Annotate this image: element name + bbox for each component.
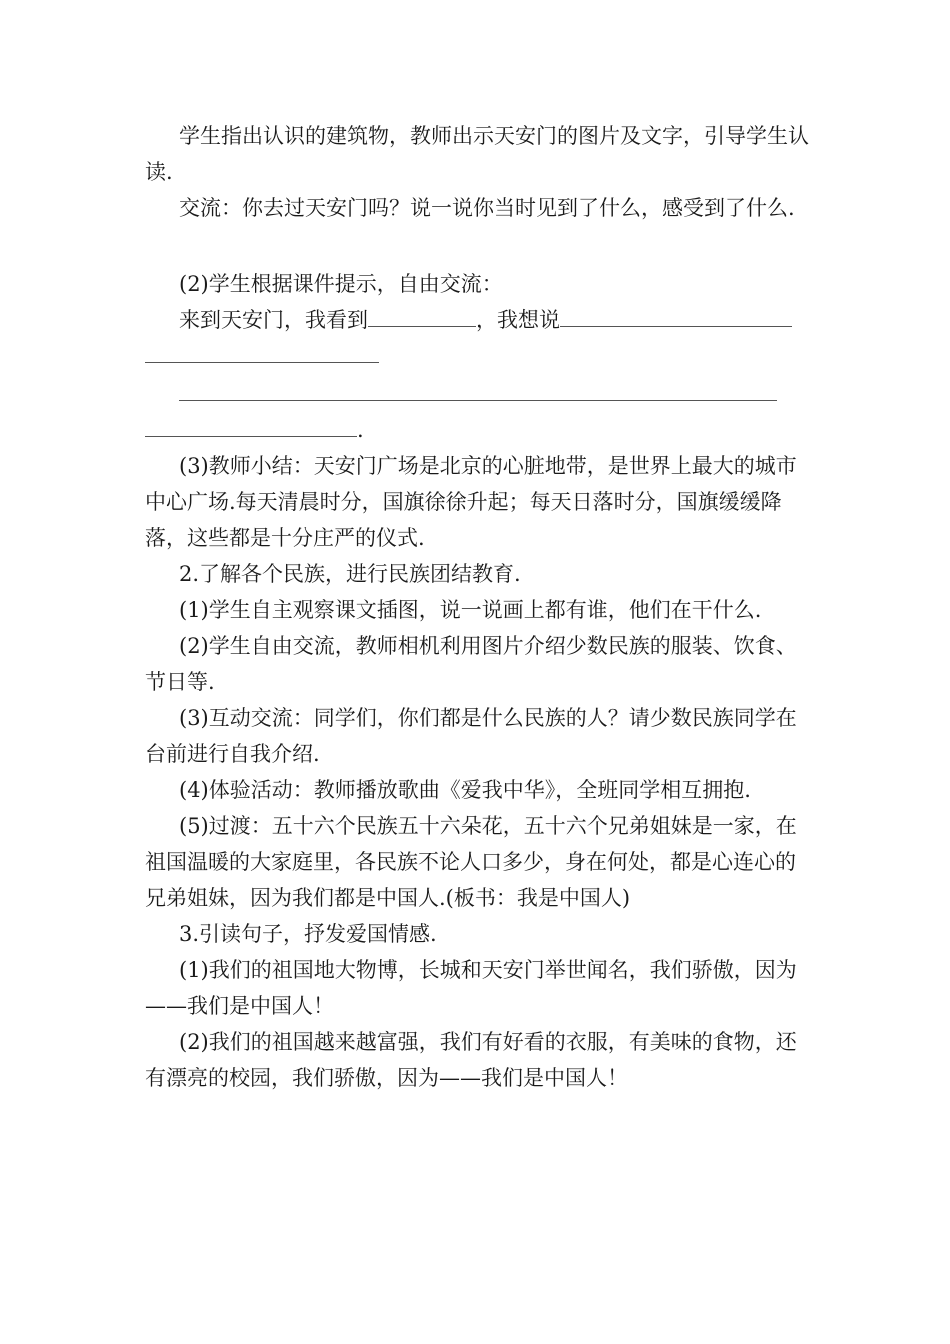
paragraph-teacher-summary: (3)教师小结：天安门广场是北京的心脏地带，是世界上最大的城市中心广场.每天清晨时分，国旗徐徐升起；每天日落时分，国旗缓缓降落，这些都是十分庄严的仪式. [145, 454, 797, 550]
exercise-line-3 [145, 376, 810, 412]
spacer [145, 226, 810, 266]
paragraph-guided-reading-1: (1)我们的祖国地大物博，长城和天安门举世闻名，我们骄傲，因为——我们是中国人！ [145, 958, 797, 1018]
answer-blank-say[interactable] [560, 306, 792, 327]
exercise-end-mark: . [357, 418, 364, 442]
answer-blank-see[interactable] [368, 306, 476, 327]
exercise-prefix: 来到天安门，我看到 [179, 308, 368, 332]
answer-blank-say-line-3[interactable] [145, 416, 357, 437]
paragraph-free-exchange: (2)学生自由交流，教师相机利用图片介绍少数民族的服装、饮食、节日等. [145, 634, 797, 694]
exercise-intro: (2)学生根据课件提示，自由交流： [179, 272, 503, 296]
exercise-line-4 [145, 412, 810, 448]
paragraph-building-intro: 学生指出认识的建筑物，教师出示天安门的图片及文字，引导学生认读. [145, 124, 809, 184]
exercise-line-2 [145, 338, 810, 374]
answer-blank-say-line-2[interactable] [179, 380, 777, 401]
exercise-line-1 [145, 302, 810, 338]
paragraph-discussion: 交流：你去过天安门吗？说一说你当时见到了什么，感受到了什么. [179, 196, 795, 220]
section-heading-ethnic-groups: 2.了解各个民族，进行民族团结教育. [179, 562, 521, 586]
paragraph-observe-illustration: (1)学生自主观察课文插图，说一说画上都有谁，他们在干什么. [179, 598, 762, 622]
answer-blank-say-continued[interactable] [145, 342, 379, 363]
paragraph-transition: (5)过渡：五十六个民族五十六朵花，五十六个兄弟姐妹是一家，在祖国温暖的大家庭里，各民族不论人口多少，身在何处，都是心连心的兄弟姐妹，因为我们都是中国人.(板书：我是中国人) [145, 814, 797, 910]
paragraph-experience-activity: (4)体验活动：教师播放歌曲《爱我中华》，全班同学相互拥抱. [179, 778, 751, 802]
exercise-middle: ，我想说 [476, 308, 560, 332]
paragraph-guided-reading-2: (2)我们的祖国越来越富强，我们有好看的衣服，有美味的食物，还有漂亮的校园，我们骄傲，因为——我们是中国人！ [145, 1030, 797, 1090]
paragraph-interactive-exchange: (3)互动交流：同学们，你们都是什么民族的人？请少数民族同学在台前进行自我介绍. [145, 706, 797, 766]
section-heading-patriotism: 3.引读句子，抒发爱国情感. [179, 922, 437, 946]
document-body [145, 118, 810, 1096]
